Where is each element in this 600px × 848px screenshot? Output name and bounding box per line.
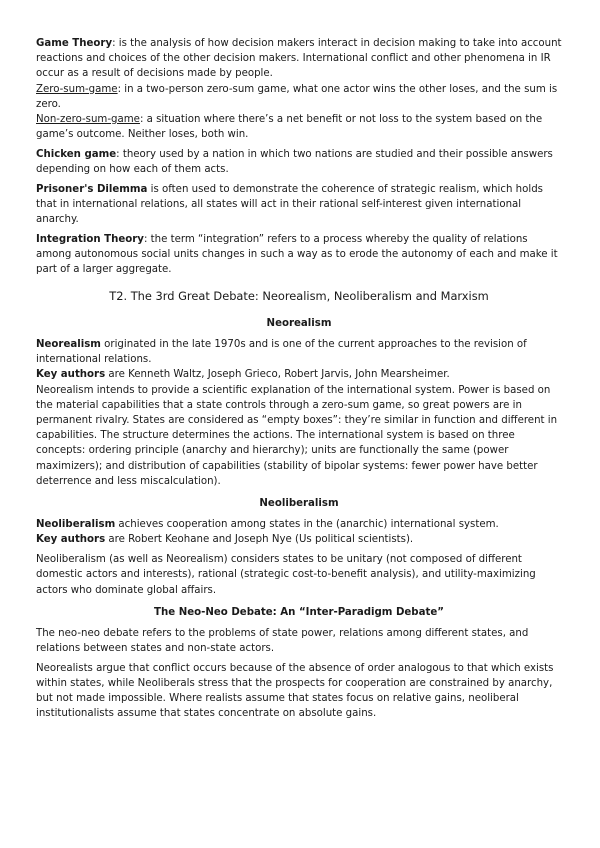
zero-sum-paragraph: [36, 82, 562, 112]
neoliberalism-heading: Neoliberalism: [259, 497, 339, 509]
neo-neo-paragraph-2: Neorealists argue that conflict occurs because of the absence of order analogous to that which exists within states, while Neoliberals stress that the prospects for cooperation are constrained by anarchy, but not made impossible. Where realists assume that states focus on relative gains, neoliberal institutionalists assume that states concentrate on absolute gains.: [36, 662, 554, 720]
neorealism-intro: [36, 337, 562, 367]
section-title: T2. The 3rd Great Debate: Neorealism, Neoliberalism and Marxism: [109, 288, 489, 303]
neoliberalism-term: Neoliberalism: [36, 519, 116, 531]
neo-neo-heading: The Neo-Neo Debate: An “Inter-Paradigm Debate”: [154, 606, 444, 618]
non-zero-sum-definition: : a situation where there’s a net benefit or not loss to the system based on the game’s outcome. Neither loses, both win.: [36, 114, 543, 141]
zero-sum-definition: : in a two-person zero-sum game, what one actor wins the other loses, and the sum is zero.: [36, 83, 558, 110]
neorealism-authors-text: are Kenneth Waltz, Joseph Grieco, Robert Jarvis, John Mearsheimer.: [105, 369, 450, 381]
neorealism-authors-term: Key authors: [36, 369, 106, 381]
integration-theory-term: Integration Theory: [36, 233, 144, 245]
neoliberalism-body: Neoliberalism (as well as Neorealism) considers states to be unitary (not composed of different domestic actors and interests), rational (strategic cost-to-benefit analysis), and utility-maximizing actors who dominate global affairs.: [36, 554, 536, 596]
neoliberalism-authors-text: are Robert Keohane and Joseph Nye (Us political scientists).: [105, 534, 414, 546]
non-zero-sum-term: Non-zero-sum-game: [36, 114, 140, 126]
prisoners-dilemma-paragraph: [36, 182, 562, 228]
prisoners-dilemma-definition: is often used to demonstrate the coherence of strategic realism, which holds that in international relations, all states will act in their rational self-interest given international anarchy.: [36, 183, 543, 226]
document-content: [36, 36, 562, 726]
zero-sum-term: Zero-sum-game: [36, 83, 118, 95]
integration-theory-paragraph: [36, 232, 562, 278]
chicken-game-term: Chicken game: [36, 148, 117, 160]
neorealism-body: Neorealism intends to provide a scientific explanation of the international system. Power is based on the material capabilities that a state controls through a zero-sum game, so great powers are in permanent rivalry. States are considered as “empty boxes”: they’re similar in function and different in capabilities. The structure determines the actions. The international system is based on three concepts: ordering principle (anarchy and hierarchy); units are functionally the same (power maximizers); and distribution of capabilities (stability of bipolar systems: fewer power have better deterrence and less miscalculation).: [36, 384, 558, 487]
neoliberalism-authors-term: Key authors: [36, 534, 106, 546]
neo-neo-paragraph-1: The neo-neo debate refers to the problems of state power, relations among different states, and relations between states and non-state actors.: [36, 627, 529, 655]
game-theory-term: Game Theory: [36, 38, 113, 49]
neoliberalism-authors: [36, 532, 562, 547]
chicken-game-paragraph: [36, 147, 562, 177]
neorealism-term: Neorealism: [36, 338, 101, 350]
neoliberalism-intro-text: achieves cooperation among states in the (anarchic) international system.: [115, 519, 499, 531]
chicken-game-definition: : theory used by a nation in which two nations are studied and their possible answers depending on how each of them acts.: [36, 148, 553, 176]
neorealism-intro-text: originated in the late 1970s and is one of the current approaches to the revision of international relations.: [36, 338, 527, 366]
prisoners-dilemma-term: Prisoner's Dilemma: [36, 183, 148, 195]
neoliberalism-intro: [36, 517, 562, 532]
integration-theory-definition: : the term “integration” refers to a process whereby the quality of relations among autonomous social units changes in such a way as to erode the autonomy of each and make it part of a larger aggregate.: [36, 233, 558, 276]
neorealism-authors: [36, 367, 562, 382]
game-theory-definition: : is the analysis of how decision makers interact in decision making to take into account reactions and choices of the other decision makers. International conflict and other phenomena in IR occur as a result of decisions made by people.: [36, 38, 562, 80]
neorealism-heading: Neorealism: [266, 317, 332, 329]
game-theory-paragraph: [36, 36, 562, 82]
non-zero-sum-paragraph: [36, 112, 562, 142]
